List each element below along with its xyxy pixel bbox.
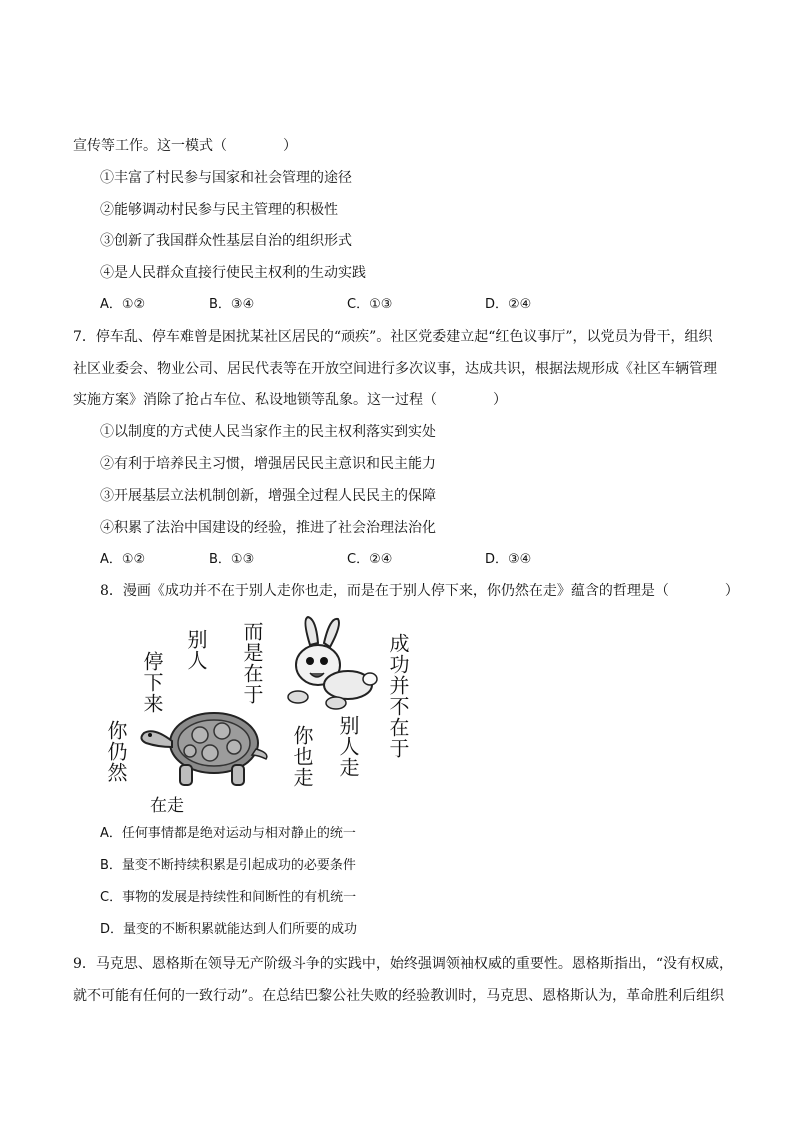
q7-option-b: B．①③ — [209, 552, 255, 567]
cartoon-text-bie-ren-zou: 别人走 — [336, 715, 360, 778]
q6-statement-2: ②能够调动村民参与民主管理的积极性 — [100, 202, 338, 218]
q6-option-b: B．③④ — [209, 297, 255, 312]
cartoon-text-ting-xia-lai: 停下来 — [140, 651, 164, 714]
rabbit-illustration — [280, 615, 380, 715]
q7-statement-2: ②有利于培养民主习惯，增强居民民主意识和民主能力 — [100, 456, 436, 472]
cartoon-text-ni-ye-zou: 你也走 — [290, 725, 314, 788]
q7-stem-line-1: 7．停车乱、停车难曾是困扰某社区居民的“顽疾”。社区党委建立起“红色议事厅”，以党员为骨干，组织 — [73, 329, 713, 345]
turtle-illustration — [138, 705, 278, 795]
cartoon-text-ni-reng-ran: 你仍然 — [104, 720, 128, 783]
q9-stem-line-2: 就不可能有任何的一致行动”。在总结巴黎公社失败的经验教训时，马克思、恩格斯认为，革命胜利后组织 — [73, 988, 725, 1004]
q8-option-b: B．量变不断持续积累是引起成功的必要条件 — [100, 858, 356, 873]
q6-stem-tail: 宣传等工作。这一模式（ ） — [73, 138, 297, 154]
q7-statement-4: ④积累了法治中国建设的经验，推进了社会治理法治化 — [100, 520, 436, 536]
q6-option-a: A．①② — [100, 297, 146, 312]
cartoon-text-cheng-gong: 成功并不在于 — [386, 633, 410, 759]
q8-stem: 8．漫画《成功并不在于别人走你也走，而是在于别人停下来，你仍然在走》蕴含的哲理是（ ） — [100, 583, 739, 599]
q7-stem-line-3: 实施方案》消除了抢占车位、私设地锁等乱象。这一过程（ ） — [73, 392, 507, 408]
q7-statement-3: ③开展基层立法机制创新，增强全过程人民民主的保障 — [100, 488, 436, 504]
q7-option-a: A．①② — [100, 552, 146, 567]
q9-stem-line-1: 9．马克思、恩格斯在领导无产阶级斗争的实践中，始终强调领袖权威的重要性。恩格斯指出，“没有权威， — [73, 956, 734, 972]
q7-statement-1: ①以制度的方式使人民当家作主的民主权利落实到实处 — [100, 424, 436, 440]
cartoon-text-er-shi-zai-yu: 而是在于 — [240, 621, 264, 705]
q8-cartoon — [100, 615, 420, 815]
cartoon-text-bie-ren: 别人 — [184, 629, 208, 671]
q6-statement-4: ④是人民群众直接行使民主权利的生动实践 — [100, 265, 366, 281]
q7-option-c: C．②④ — [347, 552, 393, 567]
q7-stem-line-2: 社区业委会、物业公司、居民代表等在开放空间进行多次议事，达成共识，根据法规形成《社区车辆管理 — [73, 361, 717, 377]
q8-option-a: A．任何事情都是绝对运动与相对静止的统一 — [100, 826, 356, 841]
cartoon-text-zai-zou: 在走 — [150, 796, 184, 816]
q6-option-d: D．②④ — [485, 297, 532, 312]
q6-statement-1: ①丰富了村民参与国家和社会管理的途径 — [100, 170, 352, 186]
q8-option-c: C．事物的发展是持续性和间断性的有机统一 — [100, 890, 357, 905]
q6-option-c: C．①③ — [347, 297, 393, 312]
q8-option-d: D．量变的不断积累就能达到人们所要的成功 — [100, 922, 358, 937]
q6-statement-3: ③创新了我国群众性基层自治的组织形式 — [100, 233, 352, 249]
q7-option-d: D．③④ — [485, 552, 532, 567]
